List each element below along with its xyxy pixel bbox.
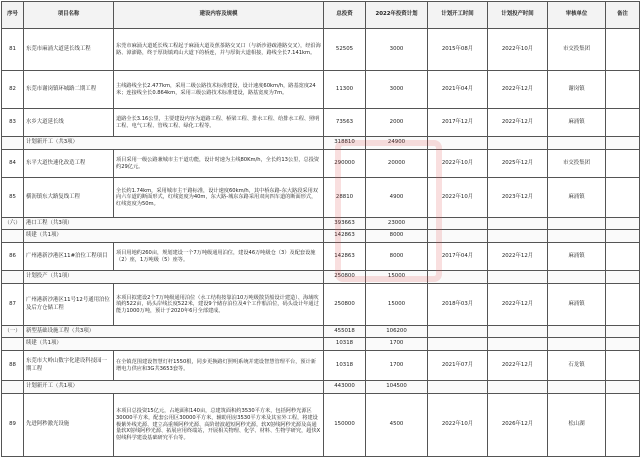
cell-note: [606, 351, 640, 381]
cell-plan: 8000: [366, 243, 428, 271]
cell-note: [606, 137, 640, 150]
cell-unit: [548, 338, 606, 351]
cell-start: [428, 338, 488, 351]
cell-total: 10318: [324, 338, 366, 351]
cell-no: [2, 271, 24, 284]
cell-unit: 麻涌镇: [548, 178, 606, 218]
cell-no: （一）: [2, 326, 24, 338]
cell-plan: 23000: [366, 218, 428, 230]
cell-total: 150000: [324, 394, 366, 457]
table-row: [2, 284, 640, 326]
cell-plan: 4900: [366, 178, 428, 218]
table-subtotal-row: [2, 338, 640, 351]
table-row: [2, 394, 640, 457]
cell-no: 81: [2, 29, 24, 71]
cell-note: [606, 271, 640, 284]
header-unit: 审核单位: [548, 2, 606, 29]
cell-no: 89: [2, 394, 24, 457]
header-row: [2, 2, 640, 29]
cell-no: 84: [2, 150, 24, 178]
table-row: [2, 351, 640, 381]
cell-no: [2, 230, 24, 243]
cell-name: 东莞市麻涌大道延长线工程: [24, 29, 114, 71]
cell-name: 东莞市谢岗镇环城路二期工程: [24, 71, 114, 109]
cell-unit: [548, 381, 606, 394]
table-row: [2, 71, 640, 109]
cell-note: [606, 381, 640, 394]
cell-end: 2025年12月: [488, 150, 548, 178]
cell-plan: 2000: [366, 109, 428, 137]
cell-name: 港口工程（共3项）: [24, 218, 324, 230]
table-subtotal-row: [2, 326, 640, 338]
cell-unit: 麻涌镇: [548, 109, 606, 137]
cell-start: 2015年08月: [428, 29, 488, 71]
cell-note: [606, 109, 640, 137]
cell-no: （六）: [2, 218, 24, 230]
cell-unit: [548, 218, 606, 230]
cell-total: 250800: [324, 284, 366, 326]
cell-desc: 东莞市麻涌大道延长线工程起于麻涌大道及蕉茶路交叉口（与新沙港疏港路交叉），经沿海路、漳澎路，终于厚街镇鸡山大道下的桥连，并与厚街大道相接，路线全长7.141km。: [114, 29, 324, 71]
cell-name: 广州港新沙港区11#泊位工程项目: [24, 243, 114, 271]
cell-total: 393663: [324, 218, 366, 230]
cell-end: 2026年12月: [488, 394, 548, 457]
table-subtotal-row: [2, 230, 640, 243]
cell-start: 2022年10月: [428, 394, 488, 457]
cell-end: [488, 218, 548, 230]
cell-name: 先进阿秒激光设施: [24, 394, 114, 457]
cell-start: [428, 137, 488, 150]
cell-plan: 3000: [366, 29, 428, 71]
cell-total: 73563: [324, 109, 366, 137]
cell-unit: 市交投集团: [548, 29, 606, 71]
cell-no: 85: [2, 178, 24, 218]
table-subtotal-row: [2, 218, 640, 230]
cell-total: 10318: [324, 351, 366, 381]
cell-start: 2021年04月: [428, 71, 488, 109]
cell-no: 82: [2, 71, 24, 109]
cell-name: 续建（共1项）: [24, 230, 324, 243]
cell-no: 83: [2, 109, 24, 137]
cell-note: [606, 71, 640, 109]
cell-desc: 全长约1.74km，采用城市主干路标准，设计速度60km/h，其中桥东路-东大路段采用双向六车道的断面形式，红线宽度为40m，东大路-城东东路采用双向四车道的断面形式，红线宽度为50m。: [114, 178, 324, 218]
cell-note: [606, 338, 640, 351]
cell-name: 续建（共1项）: [24, 338, 324, 351]
cell-name: 新型基础设施工程（共3项）: [24, 326, 324, 338]
cell-end: 2022年12月: [488, 71, 548, 109]
cell-no: 88: [2, 351, 24, 381]
cell-start: 2021年07月: [428, 351, 488, 381]
table-subtotal-row: [2, 137, 640, 150]
cell-no: 86: [2, 243, 24, 271]
cell-total: 52505: [324, 29, 366, 71]
cell-name: 计划新开工（共1项）: [24, 381, 324, 394]
table-subtotal-row: [2, 271, 640, 284]
cell-plan: 1700: [366, 338, 428, 351]
cell-name: 计划新开工（共3项）: [24, 137, 324, 150]
cell-note: [606, 284, 640, 326]
header-start: 计划开工时间: [428, 2, 488, 29]
cell-no: [2, 338, 24, 351]
cell-end: 2022年10月: [488, 29, 548, 71]
table-row: [2, 243, 640, 271]
cell-end: [488, 381, 548, 394]
cell-name: 东莞市大岭山数字化建设科技园一期工程: [24, 351, 114, 381]
table-row: [2, 150, 640, 178]
cell-desc: 本项目拟建设2个7万吨级通用泊位（水工结构按靠泊10万吨级散货船设计建造）、海域吹填约522亩，码头岸线长度522米，建设9个储存泊位及4个工作船泊位，码头设计年通过能力1000万吨，预计于2020年6月全部建成。: [114, 284, 324, 326]
header-name: 项目名称: [24, 2, 114, 29]
cell-start: [428, 230, 488, 243]
cell-plan: 4500: [366, 394, 428, 457]
cell-plan: 8000: [366, 230, 428, 243]
cell-plan: 104500: [366, 381, 428, 394]
header-no: 序号: [2, 2, 24, 29]
cell-start: [428, 218, 488, 230]
cell-end: [488, 338, 548, 351]
table-subtotal-row: [2, 381, 640, 394]
header-end: 计划投产时间: [488, 2, 548, 29]
cell-unit: 麻涌镇: [548, 243, 606, 271]
cell-note: [606, 178, 640, 218]
cell-desc: 项目采用一级公路兼城市主干道功能，设计时速为主线80Km/h，全长约13公里，总投资约29亿元。: [114, 150, 324, 178]
cell-desc: 在全镇范围建设智慧灯杆1550根，同步更换路灯照明系统并建设智慧管理平台，预计新增电力供应和3G共3653套等。: [114, 351, 324, 381]
cell-note: [606, 29, 640, 71]
cell-total: 142863: [324, 243, 366, 271]
cell-unit: 松山湖: [548, 394, 606, 457]
cell-no: [2, 137, 24, 150]
table-body: [2, 29, 640, 457]
table-row: [2, 29, 640, 71]
cell-unit: 市交投集团: [548, 150, 606, 178]
cell-name: 东平大道快速化改造工程: [24, 150, 114, 178]
cell-desc: 本项目总投资15亿元，占地面积140亩，总建筑面积约3530平方米，包括阿秒光源区30000平方米，配套公用区30000平方米，辅助用房3530平方米及其室外工程，将建设极紫外线光源、建立高重频阿秒光源、高阶谐波超短阿秒光源，软X射线阿秒光源及高通量软X射线阿秒光源、拓展应用终端站，开展相关物理、化学、材料、生物学研究，超快X射线科学建设基础研究平台等。: [114, 394, 324, 457]
cell-end: 2023年12月: [488, 178, 548, 218]
cell-no: 87: [2, 284, 24, 326]
cell-note: [606, 243, 640, 271]
cell-name: 计划投产（共1项）: [24, 271, 324, 284]
cell-plan: 20000: [366, 150, 428, 178]
cell-end: 2022年12月: [488, 109, 548, 137]
cell-total: 443000: [324, 381, 366, 394]
cell-start: [428, 271, 488, 284]
cell-unit: 石龙镇: [548, 351, 606, 381]
cell-end: [488, 326, 548, 338]
cell-note: [606, 394, 640, 457]
cell-total: 250800: [324, 271, 366, 284]
cell-total: 318810: [324, 137, 366, 150]
cell-unit: [548, 326, 606, 338]
header-desc: 建设内容及规模: [114, 2, 324, 29]
cell-desc: 项目用地约260亩，规划建设一个7万吨级通用泊位，建设46万吨级仓（3）及配套设施（2）座，1万吨级（5）座等。: [114, 243, 324, 271]
cell-start: 2018年03月: [428, 284, 488, 326]
cell-unit: 麻涌镇: [548, 284, 606, 326]
cell-name: 横沥镇东大路复线工程: [24, 178, 114, 218]
cell-name: 水乡大道延长线: [24, 109, 114, 137]
cell-unit: [548, 230, 606, 243]
cell-unit: 谢岗镇: [548, 71, 606, 109]
cell-start: 2017年04月: [428, 243, 488, 271]
table-row: [2, 178, 640, 218]
cell-total: 28810: [324, 178, 366, 218]
cell-plan: 3000: [366, 71, 428, 109]
cell-end: [488, 230, 548, 243]
table-row: [2, 109, 640, 137]
cell-plan: 15000: [366, 271, 428, 284]
cell-note: [606, 230, 640, 243]
cell-total: 11300: [324, 71, 366, 109]
header-plan: 2022年投资计划: [366, 2, 428, 29]
cell-total: 142863: [324, 230, 366, 243]
cell-desc: 主线路线全长2.477km，采用二级公路技术标准建设，设计速度60km/h，路基宽度24米；连接线全长0.864km，采用三级公路技术标准建设，路基宽度为7m。: [114, 71, 324, 109]
cell-note: [606, 326, 640, 338]
cell-end: 2022年12月: [488, 284, 548, 326]
cell-plan: 1700: [366, 351, 428, 381]
cell-start: [428, 326, 488, 338]
cell-end: 2022年12月: [488, 351, 548, 381]
cell-start: [428, 381, 488, 394]
cell-plan: 106200: [366, 326, 428, 338]
cell-start: 2017年12月: [428, 109, 488, 137]
cell-plan: 15000: [366, 284, 428, 326]
cell-end: 2022年12月: [488, 243, 548, 271]
cell-desc: 道路全长3.16公里，主要建设内容为道路工程、桥梁工程、排水工程、给排水工程、照明工程、电气工程、管线工程、绿化工程等。: [114, 109, 324, 137]
header-note: 备注: [606, 2, 640, 29]
cell-total: 290000: [324, 150, 366, 178]
cell-total: 455018: [324, 326, 366, 338]
header-total: 总投资: [324, 2, 366, 29]
cell-unit: [548, 271, 606, 284]
cell-start: 2022年10月: [428, 150, 488, 178]
cell-no: [2, 381, 24, 394]
cell-note: [606, 218, 640, 230]
cell-plan: 24900: [366, 137, 428, 150]
cell-unit: [548, 137, 606, 150]
cell-end: [488, 271, 548, 284]
cell-start: 2022年10月: [428, 178, 488, 218]
cell-end: [488, 137, 548, 150]
project-table: [1, 1, 640, 457]
cell-name: 广州港新沙港区11号12号通用泊位及后方仓储工程: [24, 284, 114, 326]
cell-note: [606, 150, 640, 178]
